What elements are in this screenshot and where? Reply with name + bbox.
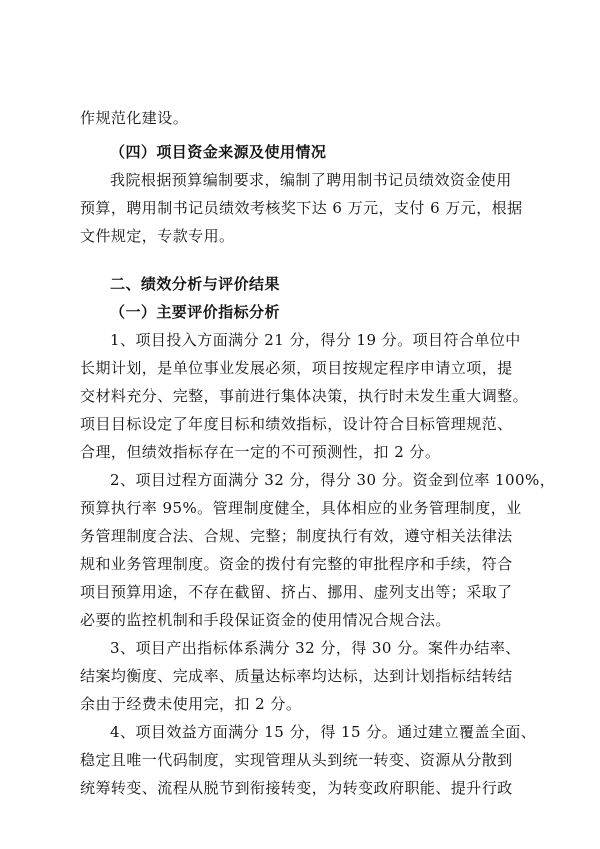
paragraph-line: 稳定且唯一代码制度，实现管理从头到统一转变、资源从分散到 [80, 751, 513, 769]
paragraph-line: 规和业务管理制度。资金的拨付有完整的审批程序和手续，符合 [80, 555, 513, 573]
paragraph-line: 余由于经费未使用完，扣 2 分。 [80, 695, 302, 713]
paragraph-line: 项目目标设定了年度目标和绩效指标，设计符合目标管理规范、 [80, 415, 513, 433]
paragraph-line: 结案均衡度、完成率、质量达标率均达标，达到计划指标结转结 [80, 667, 513, 685]
paragraph-line: 统筹转变、流程从脱节到衔接转变，为转变政府职能、提升行政 [80, 779, 513, 797]
paragraph-line: 3、项目产出指标体系满分 32 分，得 30 分。案件办结率、 [110, 639, 521, 657]
paragraph-process-score [80, 466, 556, 634]
document-page [80, 104, 556, 802]
paragraph-line: 预算，聘用制书记员绩效考核奖下达 6 万元，支付 6 万元，根据 [80, 199, 523, 217]
paragraph-line: 2、项目过程方面满分 32 分，得分 30 分。资金到位率 100%， [110, 471, 556, 489]
paragraph-line: 长期计划，是单位事业发展必须，项目按规定程序申请立项，提 [80, 359, 513, 377]
subsection-1-heading: （一）主要评价指标分析 [110, 303, 280, 321]
paragraph-line: 文件规定，专款专用。 [80, 227, 235, 245]
carry-over-line: 作规范化建设。 [80, 109, 189, 127]
paragraph-line: 项目预算用途，不存在截留、挤占、挪用、虚列支出等；采取了 [80, 583, 513, 601]
paragraph-line: 1、项目投入方面满分 21 分，得分 19 分。项目符合单位中 [110, 331, 521, 349]
chapter-2-heading: 二、绩效分析与评价结果 [110, 275, 280, 293]
paragraph-line: 必要的监控机制和手段保证资金的使用情况合规合法。 [80, 611, 451, 629]
paragraph-benefit-score [80, 718, 537, 802]
section-4-heading: （四）项目资金来源及使用情况 [110, 143, 327, 161]
paragraph-line: 合理，但绩效指标存在一定的不可预测性，扣 2 分。 [80, 443, 441, 461]
paragraph-line: 预算执行率 95%。管理制度健全，具体相应的业务管理制度，业 [80, 499, 522, 517]
paragraph-output-score [80, 634, 520, 718]
section-4-paragraph [80, 166, 523, 250]
paragraph-line: 4、项目效益方面满分 15 分，得 15 分。通过建立覆盖全面、 [110, 723, 537, 741]
paragraph-line: 我院根据预算编制要求，编制了聘用制书记员绩效资金使用 [110, 171, 512, 189]
paragraph-line: 交材料充分、完整，事前进行集体决策，执行时未发生重大调整。 [80, 387, 529, 405]
paragraph-input-score [80, 326, 529, 466]
paragraph-line: 务管理制度合法、合规、完整；制度执行有效，遵守相关法律法 [80, 527, 513, 545]
